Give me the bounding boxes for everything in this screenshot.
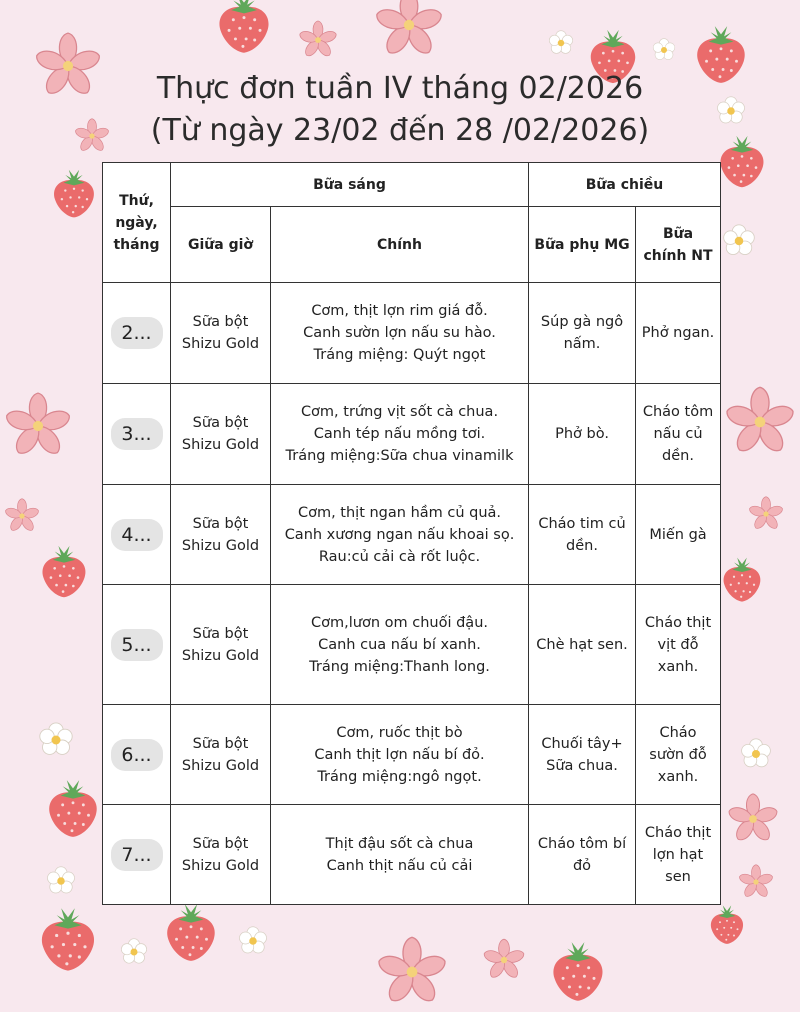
main-dish-line: Cơm, ruốc thịt bò [336, 724, 463, 741]
side-mg-cell: Chè hạt sen. [529, 585, 636, 705]
side-mg-cell: Cháo tôm bí đỏ [529, 805, 636, 905]
snack-cell: Sữa bột Shizu Gold [171, 384, 271, 485]
main-dish-line: Cơm, trứng vịt sốt cà chua. [300, 404, 499, 420]
main-nt-cell: Cháo thịt vịt đỗ xanh. [636, 585, 721, 705]
main-dish-line: Thịt đậu sốt cà chua [325, 835, 474, 852]
title-line-2: (Từ ngày 23/02 đến 28 /02/2026) [150, 113, 650, 148]
table-row [103, 384, 721, 485]
day-cell [103, 805, 171, 905]
main-nt-cell: Miến gà [636, 485, 721, 585]
main-dish-line: Cơm,lươn om chuối đậu. [311, 614, 488, 631]
white-flower-icon [722, 224, 756, 258]
main-dish-line: Canh cua nấu bí xanh. [318, 636, 481, 653]
white-flower-icon [652, 38, 676, 62]
main-cell [271, 585, 529, 705]
side-mg-cell: Phở bò. [529, 384, 636, 485]
main-dish-line: Rau:củ cải cà rốt luộc. [318, 548, 481, 565]
cherry-blossom-icon [0, 388, 76, 464]
day-pill[interactable]: 3... [111, 418, 163, 450]
header-row-2 [103, 207, 721, 283]
strawberry-icon [160, 902, 222, 964]
cherry-blossom-icon [370, 0, 448, 64]
snack-cell: Sữa bột Shizu Gold [171, 485, 271, 585]
strawberry-icon [42, 778, 104, 840]
main-cell [271, 705, 529, 805]
main-cell [271, 485, 529, 585]
main-dish-line: Tráng miệng: Quýt ngọt [313, 347, 486, 363]
cherry-blossom-icon [724, 790, 782, 848]
snack-cell: Sữa bột Shizu Gold [171, 705, 271, 805]
header-side-mg: Bữa phụ MG [529, 207, 636, 283]
header-main: Chính [271, 207, 529, 283]
table-row [103, 705, 721, 805]
white-flower-icon [548, 30, 574, 56]
main-dish-line: Canh thịt nấu củ cải [326, 857, 473, 874]
white-flower-icon [238, 926, 268, 956]
main-cell [271, 283, 529, 384]
main-dish-line: Canh xương ngan nấu khoai sọ. [284, 526, 515, 543]
main-cell [271, 384, 529, 485]
side-mg-cell: Súp gà ngô nấm. [529, 283, 636, 384]
day-pill[interactable]: 6... [111, 739, 163, 771]
table-row [103, 805, 721, 905]
header-snack: Giữa giờ [171, 207, 271, 283]
side-mg-cell: Chuối tây+ Sữa chua. [529, 705, 636, 805]
strawberry-icon [546, 940, 610, 1004]
strawberry-icon [36, 544, 92, 600]
main-dish-line: Cơm, thịt lợn rim giá đỗ. [311, 303, 488, 319]
white-flower-icon [38, 722, 74, 758]
day-cell [103, 384, 171, 485]
day-pill[interactable]: 2... [111, 317, 163, 349]
header-main-nt: Bữa chính NT [636, 207, 721, 283]
main-dish-line: Canh thịt lợn nấu bí đỏ. [314, 746, 485, 763]
strawberry-icon [48, 168, 100, 220]
main-nt-cell: Cháo tôm nấu củ dền. [636, 384, 721, 485]
cherry-blossom-icon [480, 936, 528, 984]
main-dish-line: Tráng miệng:ngô ngọt. [317, 768, 482, 785]
cherry-blossom-icon [746, 494, 786, 534]
strawberry-icon [34, 906, 102, 974]
page-title [0, 68, 800, 152]
day-cell [103, 485, 171, 585]
main-cell [271, 805, 529, 905]
menu-table [102, 162, 721, 905]
main-dish-line: Cơm, thịt ngan hầm củ quả. [297, 504, 502, 521]
header-row-1 [103, 163, 721, 207]
cherry-blossom-icon [296, 18, 340, 62]
day-pill[interactable]: 5... [111, 629, 163, 661]
table-row [103, 585, 721, 705]
day-pill[interactable]: 4... [111, 519, 163, 551]
table-row [103, 485, 721, 585]
strawberry-icon [718, 552, 766, 608]
table-row [103, 283, 721, 384]
day-cell [103, 283, 171, 384]
snack-cell: Sữa bột Shizu Gold [171, 805, 271, 905]
header-afternoon: Bữa chiều [529, 163, 721, 207]
snack-cell: Sữa bột Shizu Gold [171, 283, 271, 384]
white-flower-icon [740, 738, 772, 770]
main-dish-line: Canh tép nấu mồng tơi. [313, 426, 486, 442]
header-day: Thứ, ngày, tháng [103, 163, 171, 283]
main-nt-cell: Phở ngan. [636, 283, 721, 384]
main-nt-cell: Cháo sườn đỗ xanh. [636, 705, 721, 805]
cherry-blossom-icon [2, 496, 42, 536]
white-flower-icon [120, 938, 148, 966]
main-dish-line: Tráng miệng:Thanh long. [309, 658, 490, 675]
header-breakfast: Bữa sáng [171, 163, 529, 207]
cherry-blossom-icon [372, 932, 452, 1012]
day-cell [103, 705, 171, 805]
strawberry-icon [706, 902, 748, 948]
strawberry-icon [212, 0, 276, 56]
day-cell [103, 585, 171, 705]
side-mg-cell: Cháo tim củ dền. [529, 485, 636, 585]
main-nt-cell: Cháo thịt lợn hạt sen [636, 805, 721, 905]
cherry-blossom-icon [736, 862, 776, 902]
main-dish-line: Canh sườn lợn nấu su hào. [303, 325, 496, 341]
cherry-blossom-icon [720, 382, 800, 462]
main-dish-line: Tráng miệng:Sữa chua vinamilk [285, 448, 514, 464]
title-line-1: Thực đơn tuần IV tháng 02/2026 [156, 71, 644, 106]
snack-cell: Sữa bột Shizu Gold [171, 585, 271, 705]
day-pill[interactable]: 7... [111, 839, 163, 871]
white-flower-icon [46, 866, 76, 896]
